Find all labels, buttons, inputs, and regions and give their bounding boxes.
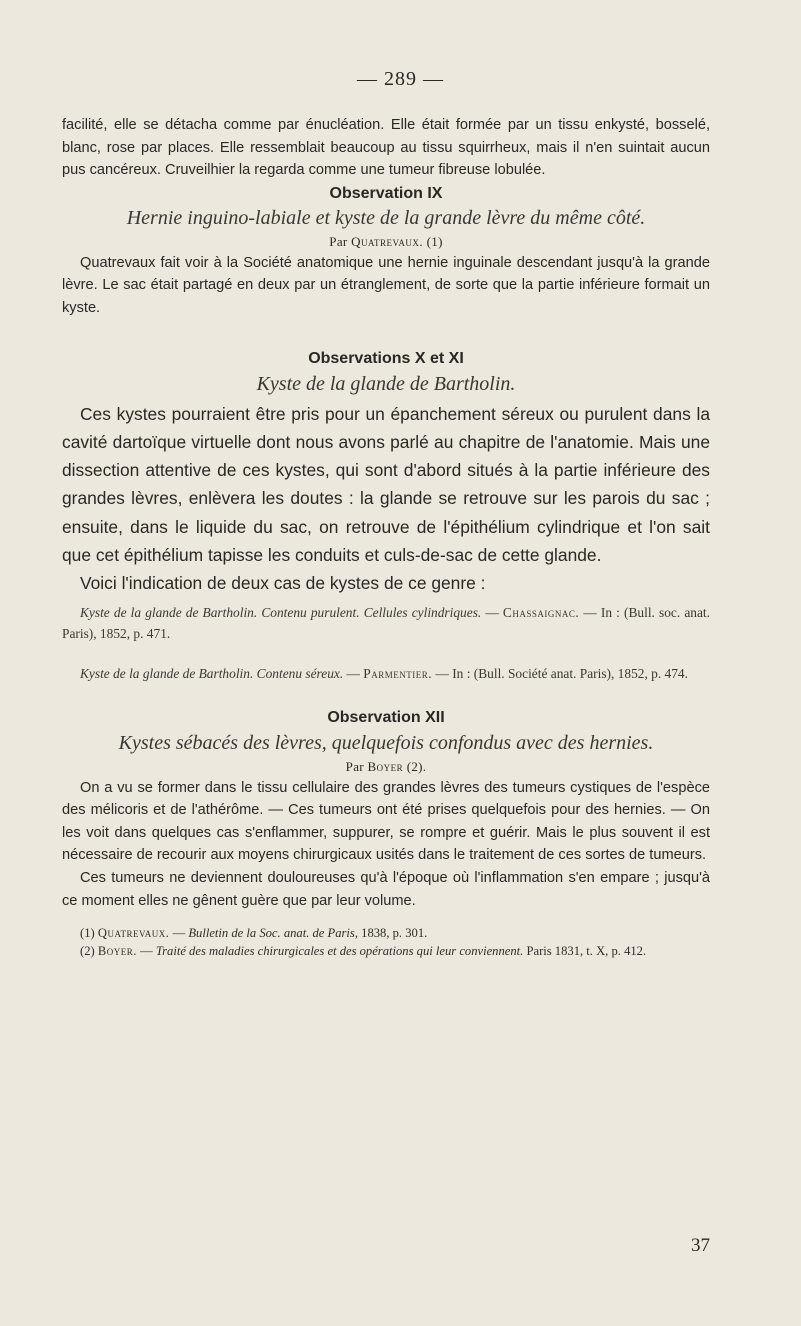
reference-2-dash: — <box>346 665 360 681</box>
observation-12-title: Kystes sébacés des lèvres, quelquefois confondus avec des hernies. <box>118 731 654 754</box>
footnote-1-dash: — <box>172 926 186 941</box>
footnote-1-author: Quatrevaux. <box>97 926 170 941</box>
observation-9-byline <box>62 234 710 250</box>
footnote-1-number: (1) <box>80 926 95 941</box>
observation-12-text-2: Ces tumeurs ne deviennent douloureuses qu'à l'époque où l'inflammation s'en empare ; jusqu'à ce moment elles ne gênent guère que par leur volume. <box>62 870 710 909</box>
reference-1-title: Kyste de la glande de Bartholin. Contenu purulent. Cellules cylindriques. <box>80 604 482 620</box>
reference-1-author: Chassaignac. <box>502 604 580 620</box>
reference-1 <box>62 602 710 644</box>
footnote-2-source: Paris 1831, t. X, p. 412. <box>526 943 647 958</box>
footnote-2-number: (2) <box>80 943 95 958</box>
footnote-2 <box>62 943 710 961</box>
observations-10-11-intro-cases: Voici l'indication de deux cas de kystes de ce genre : <box>80 573 486 594</box>
observation-9-title: Hernie inguino-labiale et kyste de la grande lèvre du même côté. <box>126 206 646 229</box>
byline-prefix: Par <box>345 758 364 774</box>
observation-9-text: Quatrevaux fait voir à la Société anatomique une hernie inguinale descendant jusqu'à la grande lèvre. Le sac était partagé en deux par un étranglement, de sorte que la partie inférieure formait un kyste. <box>62 254 710 316</box>
observations-10-11-heading: Observations X et XI <box>308 349 464 367</box>
footnote-2-dash: — <box>140 943 153 958</box>
observations-10-11-text: Ces kystes pourraient être pris pour un épanchement séreux ou purulent dans la cavité dartoïque virtuelle dont nous avons parlé au chapitre de l'anatomie. Mais une dissection attentive de ces kystes, qui sont d'abord situés à la partie inférieure des grandes lèvres, enlèvera les doutes : la glande se retrouve sur les parois du sac ; ensuite, dans le liquide du sac, on retrouve de l'épithélium cylindrique et l'on sait que cet épithélium tapisse les conduits et culs-de-sac de cette glande. <box>62 403 710 566</box>
footnote-ref: (2). <box>406 758 427 774</box>
intro-paragraph: facilité, elle se détacha comme par énucléation. Elle était formée par un tissu enkysté, bosselé, blanc, rose par places. Elle ressemblait beaucoup au tissu squirrheux, mais il n'en suintait aucun pus cancéreux. Cruveilhier la regarda comme une tumeur fibreuse lobulée. <box>62 117 710 179</box>
footnotes <box>62 925 710 960</box>
observation-12-heading: Observation XII <box>327 708 445 726</box>
byline-prefix: Par <box>329 233 348 249</box>
byline-author: Boyer <box>367 758 404 774</box>
observation-12-text-1: On a vu se former dans le tissu cellulaire des grandes lèvres des tumeurs cystiques de l'espèce des mélicoris et de l'athérôme. — Ces tumeurs ont été prises quelquefois pour des hernies. — On les voit dans quelques cas s'enflammer, suppurer, se rompre et guérir. Mais le plus souvent il est nécessaire de recourir aux moyens chirurgicaux usités dans le traitement de ces sortes de tumeurs. <box>62 779 710 864</box>
byline-author: Quatrevaux. <box>351 233 424 249</box>
observation-9-heading: Observation IX <box>329 184 443 202</box>
observation-12-byline <box>62 759 710 775</box>
reference-2-author: Parmentier. <box>363 665 433 681</box>
observations-10-11-title: Kyste de la glande de Bartholin. <box>256 372 516 395</box>
reference-1-source: — In : (Bull. soc. anat. Paris), 1852, p. 471. <box>62 604 710 641</box>
footnote-1-source: 1838, p. 301. <box>361 926 428 941</box>
footnote-1 <box>62 925 710 943</box>
reference-2-source: — In : (Bull. Société anat. Paris), 1852, p. 474. <box>435 665 688 681</box>
footnote-2-title: Traité des maladies chirurgicales et des opérations qui leur conviennent. <box>155 943 524 958</box>
footnote-1-title: Bulletin de la Soc. anat. de Paris, <box>188 926 358 941</box>
reference-2-title: Kyste de la glande de Bartholin. Contenu séreux. <box>80 665 344 681</box>
page-body <box>62 114 710 960</box>
footnote-ref: (1) <box>426 233 443 249</box>
footnote-2-author: Boyer. <box>97 943 137 958</box>
reference-1-dash: — <box>485 604 499 620</box>
page-number: — 289 — <box>357 68 444 90</box>
sheet-number: 37 <box>691 1235 710 1256</box>
reference-2 <box>62 663 710 684</box>
